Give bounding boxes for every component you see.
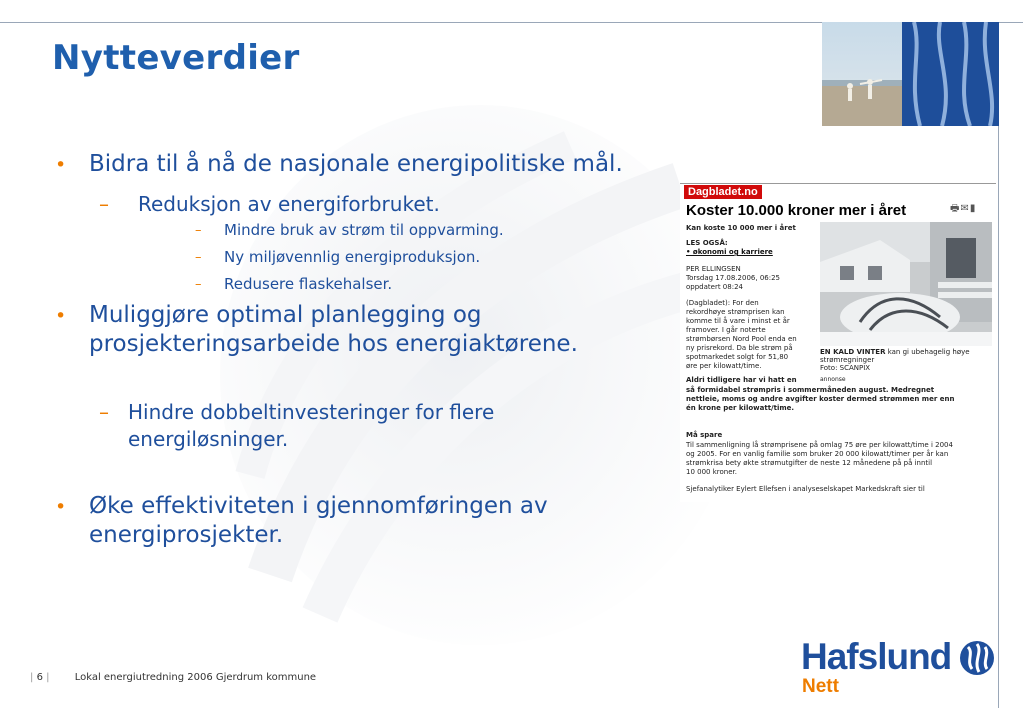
bullet-item (52, 150, 672, 179)
hafslund-logo-sub: Nett (802, 676, 839, 697)
dagbladet-logo: Dagbladet.no (684, 185, 762, 199)
page-number: 6 (36, 672, 43, 683)
body-line: ny prisrekord. Da ble strøm på (686, 344, 793, 352)
body2-last-line: Sjefanalytiker Eylert Ellefsen i analyseselskapet Markedskraft sier til (686, 485, 925, 493)
lead-line: én krone per kilowatt/time. (686, 404, 795, 412)
bullet-text: Bidra til å nå de nasjonale energipolitiske mål. (89, 151, 623, 177)
bullet-dash: – (195, 250, 202, 265)
snowy-house-photo (820, 222, 992, 346)
bullet-text: Muliggjøre optimal planlegging og prosjekteringsarbeide hos energiaktørene. (89, 302, 578, 357)
footer-text: Lokal energiutredning 2006 Gjerdrum kommune (74, 672, 317, 683)
print-email-icons: 🖶✉▮ (950, 203, 977, 214)
caption-text-2: strømregninger (820, 356, 875, 364)
bullet-dash: – (195, 277, 202, 292)
body-line: rekordhøye strømprisen kan (686, 308, 785, 316)
article-published: Torsdag 17.08.2006, 06:25 (686, 274, 780, 282)
clipping-rule (680, 183, 996, 184)
bullet-list (52, 150, 672, 550)
body2-line: og 2005. For en vanlig familie som bruker 20 000 kilowatt/timer per år kan (686, 450, 949, 458)
sub-bullet-item (52, 399, 672, 453)
hafslund-logo-text: Hafslund (801, 636, 952, 677)
bullet-dot: • (55, 496, 67, 518)
photo-credit: Foto: SCANPIX (820, 364, 871, 372)
bullet-dash: – (195, 223, 202, 238)
article-kicker: Kan koste 10 000 mer i året (686, 224, 796, 232)
footer-separator: | (46, 672, 50, 683)
page-title: Nytteverdier (52, 38, 300, 78)
sub-sub-bullet-item (52, 244, 672, 271)
lead-line: så formidabel strømpris i sommermåneden august. Medregnet (686, 386, 935, 394)
bullet-dot: • (55, 154, 67, 176)
lead-line: nettleie, moms og andre avgifter koster dermed strømmen mer enn (686, 395, 955, 403)
body2-line: 10 000 kroner. (686, 468, 737, 476)
news-clipping (680, 180, 996, 502)
see-also-label: LES OGSÅ: (686, 239, 728, 247)
see-also-link[interactable]: • økonomi og karriere (686, 248, 773, 256)
body2-line: Til sammenligning lå strømprisene på omlag 75 øre per kilowatt/time i 2004 (686, 441, 953, 449)
sub-bullet-item (52, 191, 672, 217)
bullet-text: Øke effektiviteten i gjennomføringen av energiprosjekter. (89, 493, 548, 548)
sub-sub-bullet-item (52, 271, 672, 298)
bullet-item (52, 301, 672, 359)
sub-sub-bullet-text: Ny miljøvennlig energiproduksjon. (224, 248, 481, 266)
bullet-dot: • (55, 305, 67, 327)
bullet-dash: – (99, 192, 109, 216)
sub-bullet-text: Reduksjon av energiforbruket. (138, 192, 440, 216)
body2-line: strømkrisa bety økte strømutgifter de neste 12 månedene på på inntil (686, 459, 933, 467)
body-line: komme til å vare i minst et år (686, 317, 790, 325)
sub-sub-bullet-text: Mindre bruk av strøm til oppvarming. (224, 221, 504, 239)
article-author: PER ELLINGSEN (686, 265, 741, 273)
ad-label: annonse (820, 376, 846, 383)
body-line: strømbørsen Nord Pool enda en (686, 335, 797, 343)
footer-separator: | (30, 672, 34, 683)
caption-text: kan gi ubehagelig høye (887, 348, 970, 356)
body-line: øre per kilowatt/time. (686, 362, 762, 370)
hafslund-logo-icon (958, 639, 996, 677)
article-subhead: Må spare (686, 431, 723, 439)
lead-line: Aldri tidligere har vi hatt en (686, 376, 797, 384)
beach-photo (822, 22, 999, 126)
bullet-item (52, 492, 672, 550)
bullet-dash: – (99, 400, 109, 424)
footer (30, 672, 316, 683)
body-line: spotmarkedet solgt for 51,80 (686, 353, 789, 361)
caption-bold: EN KALD VINTER (820, 348, 886, 356)
sub-sub-bullet-item (52, 217, 672, 244)
body-line: (Dagbladet): For den (686, 299, 759, 307)
body-line: framover. I går noterte (686, 326, 766, 334)
article-updated: oppdatert 08:24 (686, 283, 743, 291)
article-headline: Koster 10.000 kroner mer i året (686, 202, 907, 219)
sub-sub-bullet-text: Redusere flaskehalser. (224, 275, 393, 293)
sub-bullet-text: Hindre dobbeltinvesteringer for flere energiløsninger. (128, 400, 495, 451)
